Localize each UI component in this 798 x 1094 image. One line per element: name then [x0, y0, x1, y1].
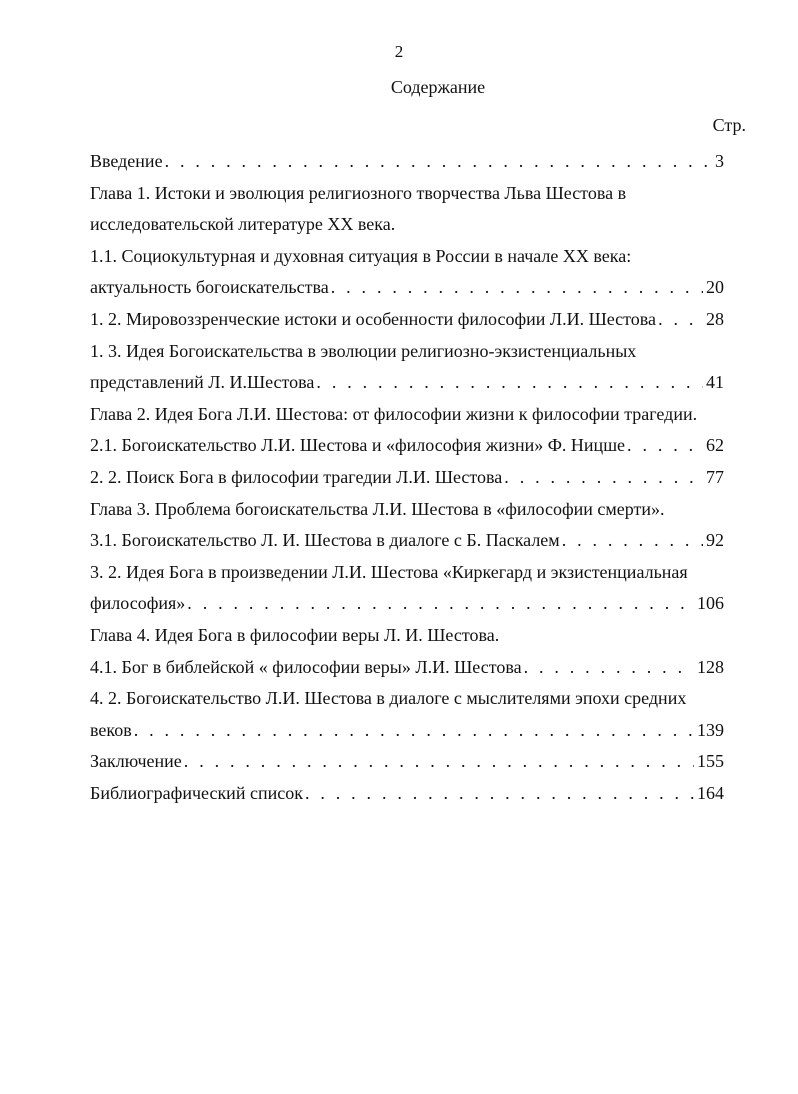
toc-leader-dots — [504, 462, 703, 494]
toc-heading-line: Глава 1. Истоки и эволюция религиозного творчества Льва Шестова в — [90, 182, 627, 203]
toc-entry-title: представлений Л. И.Шестова — [90, 372, 315, 393]
toc-leader-dots — [524, 652, 694, 684]
toc-entry-page: 41 — [706, 372, 724, 393]
toc-heading-line: Глава 2. Идея Бога Л.И. Шестова: от философии жизни к философии трагедии. — [90, 403, 698, 424]
toc-leader-dots — [187, 588, 694, 620]
toc-entry-title: Библиографический список — [90, 782, 303, 803]
toc-heading-line: 1. 3. Идея Богоискательства в эволюции религиозно-экзистенциальных — [90, 340, 637, 361]
toc-entry — [90, 430, 724, 462]
toc-leader-dots — [165, 146, 712, 178]
toc-entry — [90, 367, 724, 399]
toc-entry — [90, 588, 724, 620]
toc-entry — [90, 146, 724, 178]
toc-heading-line: 1.1. Социокультурная и духовная ситуация в России в начале XX века: — [90, 245, 632, 266]
toc-leader-dots — [184, 746, 694, 778]
toc-entry — [90, 652, 724, 684]
toc-entry — [90, 715, 724, 747]
toc-entry-title: философия» — [90, 593, 186, 614]
toc-leader-dots — [305, 778, 694, 810]
table-of-contents — [90, 146, 724, 809]
toc-entry — [90, 778, 724, 810]
toc-entry — [90, 462, 724, 494]
toc-entry-page: 128 — [697, 656, 724, 677]
toc-entry-title: 2. 2. Поиск Бога в философии трагедии Л.И. Шестова — [90, 466, 503, 487]
toc-entry-title: 1. 2. Мировоззренческие истоки и особенности философии Л.И. Шестова — [90, 308, 657, 329]
toc-leader-dots — [316, 367, 703, 399]
toc-entry-page: 139 — [697, 719, 724, 740]
toc-entry-title: 2.1. Богоискательство Л.И. Шестова и «философия жизни» Ф. Ницше — [90, 435, 626, 456]
toc-entry-title: веков — [90, 719, 132, 740]
toc-entry-page: 106 — [697, 593, 724, 614]
toc-entry — [90, 525, 724, 557]
toc-entry-page: 164 — [697, 782, 724, 803]
toc-entry — [90, 304, 724, 336]
toc-entry-title: 4.1. Бог в библейской « философии веры» Л.И. Шестова — [90, 656, 522, 677]
toc-entry-title: Введение — [90, 151, 163, 171]
page-column-label: Стр. — [712, 115, 746, 135]
toc-heading-line: 3. 2. Идея Бога в произведении Л.И. Шестова «Киркегард и экзистенциальная — [90, 561, 688, 582]
toc-entry-page: 3 — [715, 151, 724, 171]
toc-leader-dots — [134, 715, 694, 747]
toc-entry-page: 20 — [706, 277, 724, 298]
toc-heading-line: исследовательской литературе XX века. — [90, 214, 396, 235]
toc-entry-page: 62 — [706, 435, 724, 456]
toc-entry-title: актуальность богоискательства — [90, 277, 329, 298]
toc-entry — [90, 272, 724, 304]
toc-heading-line: Глава 4. Идея Бога в философии веры Л. И. Шестова. — [90, 624, 500, 645]
page-number: 2 — [394, 42, 404, 61]
toc-leader-dots — [562, 525, 703, 557]
toc-heading-line: 4. 2. Богоискательство Л.И. Шестова в диалоге с мыслителями эпохи средних — [90, 688, 687, 709]
toc-entry-page: 92 — [706, 530, 724, 551]
toc-entry-page: 155 — [697, 751, 724, 772]
toc-leader-dots — [331, 272, 703, 304]
page-title: Содержание — [390, 77, 486, 97]
toc-entry-title: 3.1. Богоискательство Л. И. Шестова в диалоге с Б. Паскалем — [90, 530, 560, 551]
toc-entry-page: 28 — [706, 308, 724, 329]
toc-leader-dots — [658, 304, 703, 336]
toc-entry — [90, 746, 724, 778]
toc-leader-dots — [627, 430, 703, 462]
toc-entry-title: Заключение — [90, 751, 182, 772]
toc-heading-line: Глава 3. Проблема богоискательства Л.И. Шестова в «философии смерти». — [90, 498, 665, 519]
toc-entry-page: 77 — [706, 466, 724, 487]
